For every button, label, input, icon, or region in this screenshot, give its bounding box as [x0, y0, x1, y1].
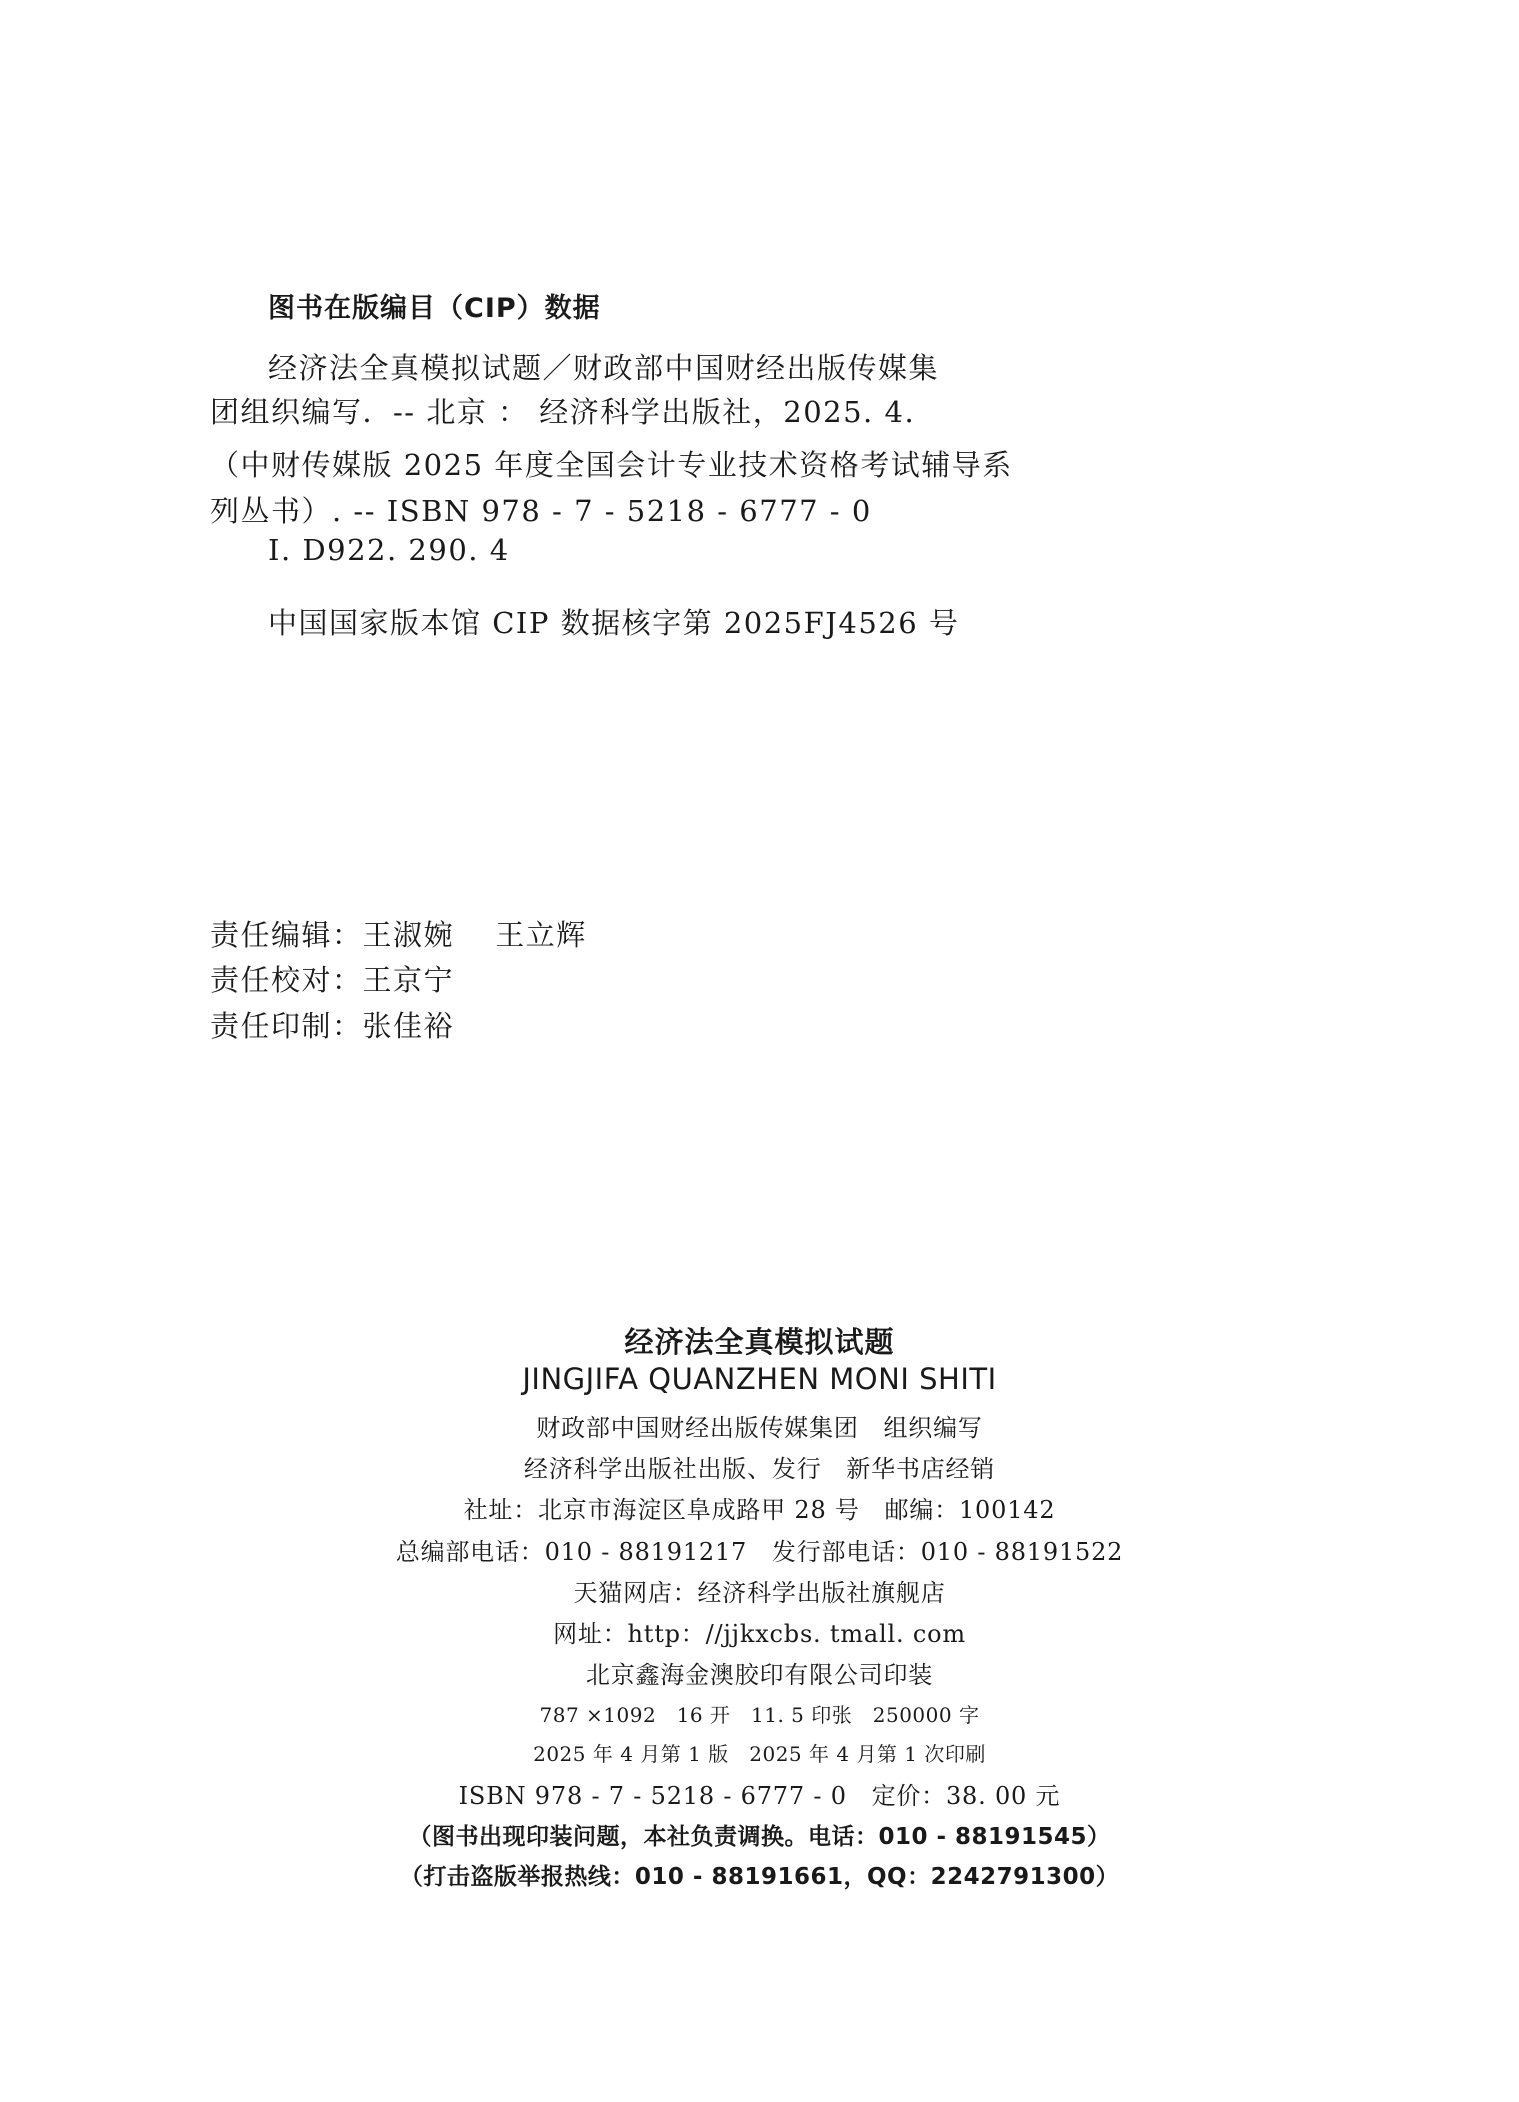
cip-classification: Ⅰ. D922. 290. 4 — [268, 533, 510, 567]
responsible-printing: 责任印制：张佳裕 — [210, 1009, 455, 1043]
cip-line-1: 经济法全真模拟试题／财政部中国财经出版传媒集 — [268, 351, 940, 385]
printer-line: 北京鑫海金澳胶印有限公司印装 — [585, 1661, 934, 1689]
phones-line: 总编部电话：010 - 88191217 发行部电话：010 - 88191522 — [395, 1538, 1124, 1566]
book-title-pinyin: JINGJIFA QUANZHEN MONI SHITI — [522, 1362, 997, 1396]
compiler-line: 财政部中国财经出版传媒集团 组织编写 — [536, 1414, 983, 1442]
cip-verification-number: 中国国家版本馆 CIP 数据核字第 2025FJ4526 号 — [268, 606, 960, 640]
tmall-shop-line: 天猫网店：经济科学出版社旗舰店 — [573, 1579, 946, 1607]
cip-line-2: 团组织编写．-- 北京 ： 经济科学出版社，2025. 4. — [210, 395, 916, 429]
publisher-line: 经济科学出版社出版、发行 新华书店经销 — [523, 1455, 996, 1483]
specs-line: 787 ×1092 16 开 11. 5 印张 250000 字 — [539, 1703, 980, 1727]
book-title: 经济法全真模拟试题 — [624, 1325, 895, 1359]
responsible-proofreader: 责任校对：王京宁 — [210, 963, 455, 997]
address-line: 社址：北京市海淀区阜成路甲 28 号 邮编：100142 — [463, 1496, 1056, 1524]
edition-line: 2025 年 4 月第 1 版 2025 年 4 月第 1 次印刷 — [533, 1742, 986, 1766]
cip-heading: 图书在版编目（CIP）数据 — [268, 293, 601, 324]
quality-notice: （图书出现印装问题，本社负责调换。电话：010 - 88191545） — [408, 1824, 1111, 1850]
website-line: 网址：http：//jjkxcbs. tmall. com — [553, 1620, 966, 1648]
piracy-notice: （打击盗版举报热线：010 - 88191661，QQ：2242791300） — [399, 1864, 1120, 1890]
cip-line-3: （中财传媒版 2025 年度全国会计专业技术资格考试辅导系 — [210, 448, 1013, 482]
responsible-editors: 责任编辑：王淑婉 王立辉 — [210, 918, 587, 952]
isbn-price-line: ISBN 978 - 7 - 5218 - 6777 - 0 定价：38. 00 元 — [458, 1782, 1061, 1810]
cip-line-4: 列丛书）. -- ISBN 978 - 7 - 5218 - 6777 - 0 — [210, 494, 872, 528]
